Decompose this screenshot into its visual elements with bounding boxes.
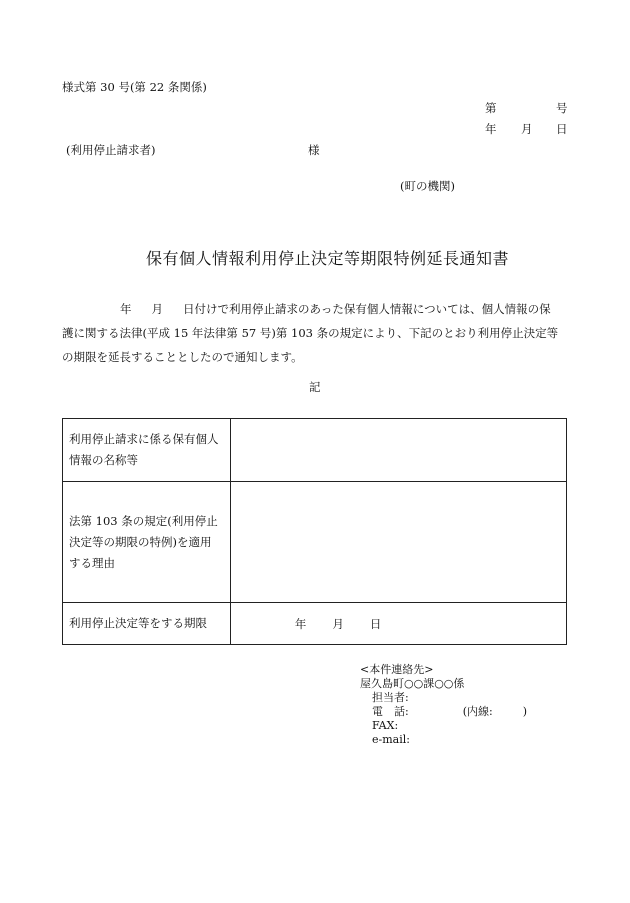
sender-label: (町の機関) <box>400 179 455 193</box>
body-line-3: の期限を延長することとしたので通知します。 <box>62 350 303 364</box>
info-name-value <box>230 419 566 482</box>
contact-extension: (内線: <box>462 705 493 718</box>
reason-label: 法第 103 条の規定(利用停止 決定等の期限の特例)を適用 する理由 <box>63 482 231 603</box>
table-row-info-name <box>63 419 567 482</box>
doc-number-suffix: 号 <box>556 101 568 115</box>
deadline-month: 月 <box>332 616 344 631</box>
body-line-1-text: 日付けで利用停止請求のあった保有個人情報については、個人情報の保 <box>183 302 551 316</box>
info-name-label: 利用停止請求に係る保有個人 情報の名称等 <box>63 419 231 482</box>
contact-extension-close: ) <box>522 705 528 718</box>
date-month: 月 <box>521 122 533 136</box>
deadline-label: 利用停止決定等をする期限 <box>63 603 231 645</box>
body-line-2: 護に関する法律(平成 15 年法律第 57 号)第 103 条の規定により、下記のとおり利用停止決定等 <box>62 326 559 340</box>
form-number: 様式第 30 号(第 22 条関係) <box>62 80 207 94</box>
table-row-deadline <box>63 603 567 645</box>
addressee-honorific: 様 <box>308 143 320 157</box>
contact-email: e-mail: <box>372 733 410 746</box>
reason-value <box>230 482 566 603</box>
body-line-1 <box>62 297 572 321</box>
deadline-value <box>230 603 566 645</box>
contact-department: 屋久島町○○課○○係 <box>360 677 465 690</box>
doc-number-prefix: 第 <box>485 101 497 115</box>
date-year: 年 <box>485 122 497 136</box>
table-row-reason <box>63 482 567 603</box>
contact-phone: 電 話: <box>372 705 409 718</box>
addressee-label: (利用停止請求者) <box>66 143 156 157</box>
page-title: 保有個人情報利用停止決定等期限特例延長通知書 <box>146 249 510 268</box>
body-month: 月 <box>151 302 163 316</box>
deadline-day: 日 <box>369 616 382 631</box>
body-paragraph <box>62 297 572 369</box>
form-table <box>62 418 567 645</box>
date-day: 日 <box>556 122 568 136</box>
contact-person: 担当者: <box>372 691 409 704</box>
deadline-year: 年 <box>294 616 307 631</box>
contact-heading: <本件連絡先> <box>360 663 434 676</box>
contact-fax: FAX: <box>372 719 399 732</box>
contact-block <box>360 663 527 747</box>
ki-label: 記 <box>309 380 321 394</box>
contact-phone-row <box>360 705 527 719</box>
body-year: 年 <box>120 302 132 316</box>
